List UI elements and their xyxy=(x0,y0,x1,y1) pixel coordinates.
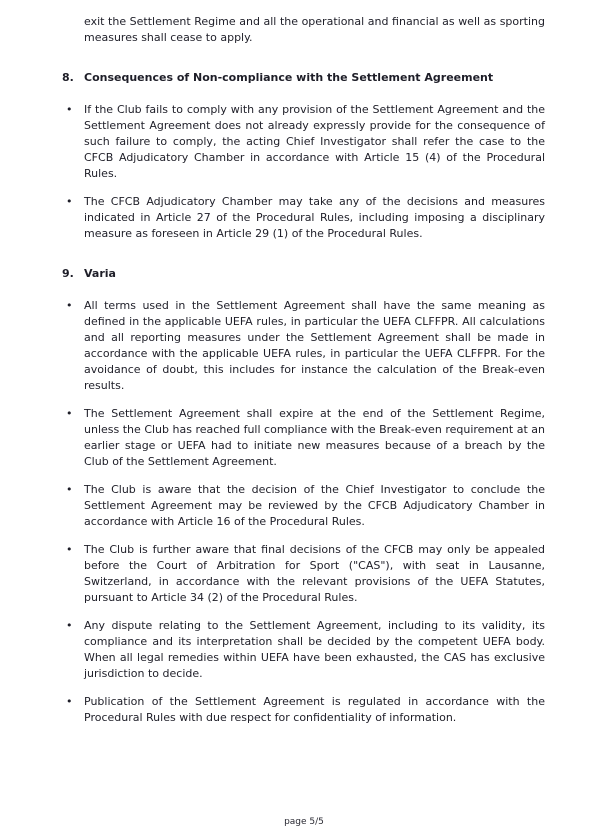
bullet-text: The CFCB Adjudicatory Chamber may take any of the decisions and measures indicated in Article 27 of the Procedural Rules, including imposing a disciplinary measure as foreseen in Article 29 (1) of the Procedural Rules. xyxy=(84,195,545,240)
bullet-item xyxy=(62,542,545,606)
section-number: 8. xyxy=(62,71,74,84)
bullet-icon: • xyxy=(66,103,73,116)
section-heading-9 xyxy=(62,266,545,282)
section-title: Varia xyxy=(84,267,116,280)
bullet-icon: • xyxy=(66,195,73,208)
bullet-icon: • xyxy=(66,695,73,708)
bullet-text: The Settlement Agreement shall expire at the end of the Settlement Regime, unless the Club has reached full compliance with the Break-even requirement at an earlier stage or UEFA had to initiate new measures because of a breach by the Club of the Settlement Agreement. xyxy=(84,407,545,468)
bullet-text: The Club is aware that the decision of the Chief Investigator to conclude the Settlement Agreement may be reviewed by the CFCB Adjudicatory Chamber in accordance with Article 16 of the Procedural Rules. xyxy=(84,483,545,528)
bullet-icon: • xyxy=(66,543,73,556)
bullet-icon: • xyxy=(66,299,73,312)
bullet-text: The Club is further aware that final decisions of the CFCB may only be appealed before the Court of Arbitration for Sport ("CAS"), with seat in Lausanne, Switzerland, in accordance with the relevant provisions of the UEFA Statutes, pursuant to Article 34 (2) of the Procedural Rules. xyxy=(84,543,545,604)
bullet-item xyxy=(62,102,545,182)
bullet-icon: • xyxy=(66,483,73,496)
bullet-item xyxy=(62,194,545,242)
bullet-item xyxy=(62,618,545,682)
bullet-item xyxy=(62,298,545,394)
bullet-text: If the Club fails to comply with any provision of the Settlement Agreement and the Settlement Agreement does not already expressly provide for the consequence of such failure to comply, the acting Chief Investigator shall refer the case to the CFCB Adjudicatory Chamber in accordance with Article 15 (4) of the Procedural Rules. xyxy=(84,103,545,180)
bullet-item xyxy=(62,406,545,470)
document-content xyxy=(62,14,545,726)
intro-paragraph: exit the Settlement Regime and all the operational and financial as well as sporting measures shall cease to apply. xyxy=(84,15,545,44)
bullet-text: Any dispute relating to the Settlement Agreement, including to its validity, its compliance and its interpretation shall be decided by the competent UEFA body. When all legal remedies within UEFA have been exhausted, the CAS has exclusive jurisdiction to decide. xyxy=(84,619,545,680)
section-heading-8 xyxy=(62,70,545,86)
bullet-icon: • xyxy=(66,407,73,420)
bullet-text: Publication of the Settlement Agreement is regulated in accordance with the Procedural Rules with due respect for confidentiality of information. xyxy=(84,695,545,724)
section-number: 9. xyxy=(62,267,74,280)
bullet-item xyxy=(62,694,545,726)
bullet-text: All terms used in the Settlement Agreement shall have the same meaning as defined in the applicable UEFA rules, in particular the UEFA CLFFPR. All calculations and all reporting measures under the Settlement Agreement shall be made in accordance with the applicable UEFA rules, in particular the UEFA CLFFPR. For the avoidance of doubt, this includes for instance the calculation of the Break-even results. xyxy=(84,299,545,392)
bullet-item xyxy=(62,482,545,530)
bullet-icon: • xyxy=(66,619,73,632)
section-title: Consequences of Non-compliance with the Settlement Agreement xyxy=(84,71,494,84)
page-number-footer: page 5/5 xyxy=(284,817,324,827)
